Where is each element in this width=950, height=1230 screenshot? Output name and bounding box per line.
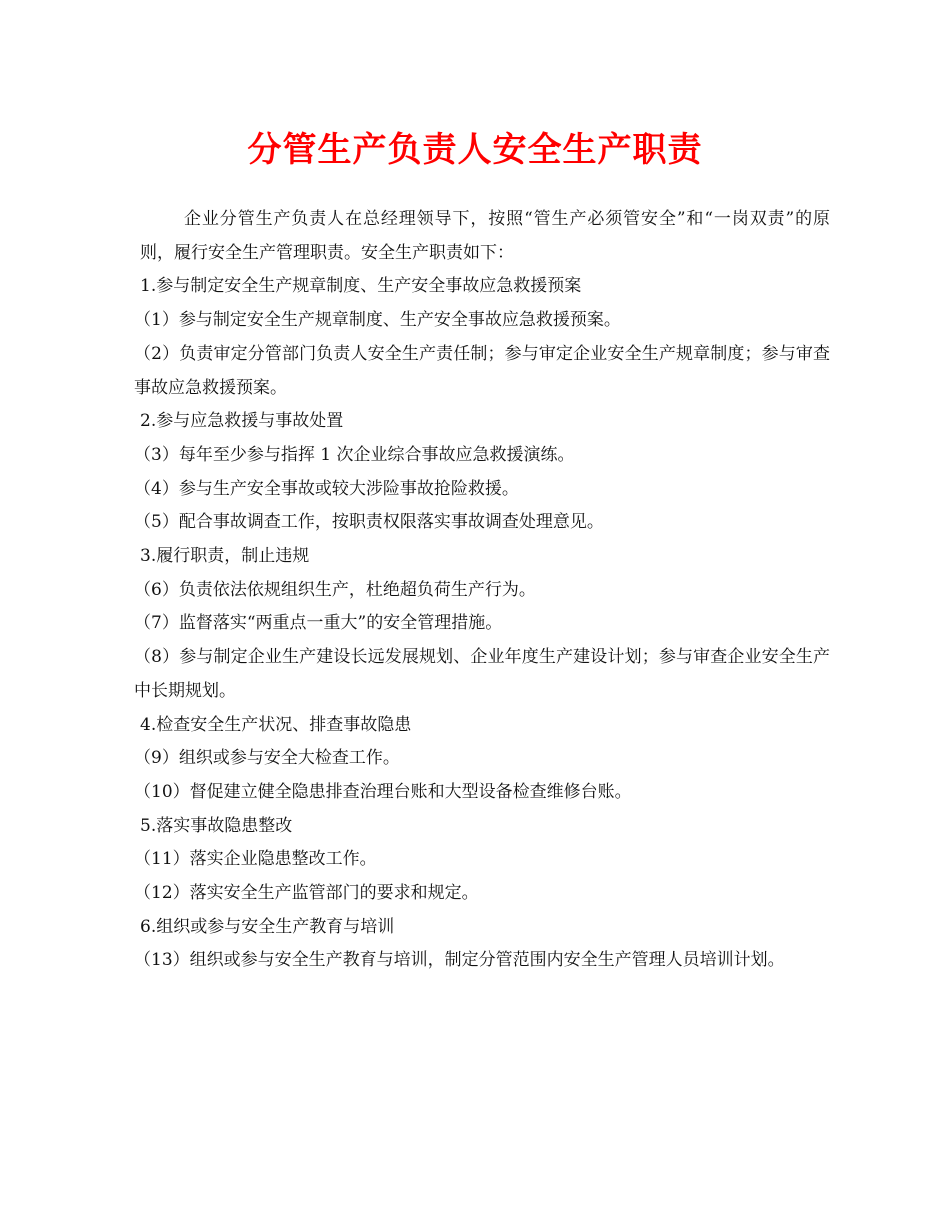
list-item: （2）负责审定分管部门负责人安全生产责任制；参与审定企业安全生产规章制度；参与审查事故应急救援预案。 — [134, 343, 830, 398]
section-heading: 6.组织或参与安全生产教育与培训 — [140, 916, 395, 937]
section-heading: 2.参与应急救援与事故处置 — [140, 411, 344, 432]
list-item: （9）组织或参与安全大检查工作。 — [134, 748, 400, 769]
list-item: （13）组织或参与安全生产教育与培训，制定分管范围内安全生产管理人员培训计划。 — [134, 950, 785, 971]
list-item: （6）负责依法依规组织生产，杜绝超负荷生产行为。 — [134, 579, 536, 600]
list-item: （7）监督落实“两重点一重大”的安全管理措施。 — [134, 613, 503, 634]
list-item: （8）参与制定企业生产建设长远发展规划、企业年度生产建设计划；参与审查企业安全生产中长期规划。 — [134, 647, 830, 701]
list-item: （12）落实安全生产监管部门的要求和规定。 — [134, 883, 479, 904]
list-item: （3）每年至少参与指挥 1 次企业综合事故应急救援演练。 — [134, 444, 575, 465]
section-heading: 5.落实事故隐患整改 — [140, 815, 293, 836]
list-item: （4）参与生产安全事故或较大涉险事故抢险救援。 — [134, 478, 519, 499]
list-item: （1）参与制定安全生产规章制度、生产安全事故应急救援预案。 — [134, 310, 621, 331]
section-heading: 3.履行职责，制止违规 — [140, 546, 310, 567]
intro-paragraph: 企业分管生产负责人在总经理领导下，按照“管生产必须管安全”和“一岗双责”的原则，履行安全生产管理职责。安全生产职责如下： — [140, 209, 830, 263]
list-item: （5）配合事故调查工作，按职责权限落实事故调查处理意见。 — [134, 512, 604, 533]
section-heading: 1.参与制定安全生产规章制度、生产安全事故应急救援预案 — [140, 276, 582, 297]
list-item: （10）督促建立健全隐患排查治理台账和大型设备检查维修台账。 — [134, 781, 632, 802]
list-item: （11）落实企业隐患整改工作。 — [134, 849, 377, 870]
document-body — [134, 203, 830, 978]
section-heading: 4.检查安全生产状况、排查事故隐患 — [140, 714, 412, 735]
document-title: 分管生产负责人安全生产职责 — [247, 130, 703, 170]
